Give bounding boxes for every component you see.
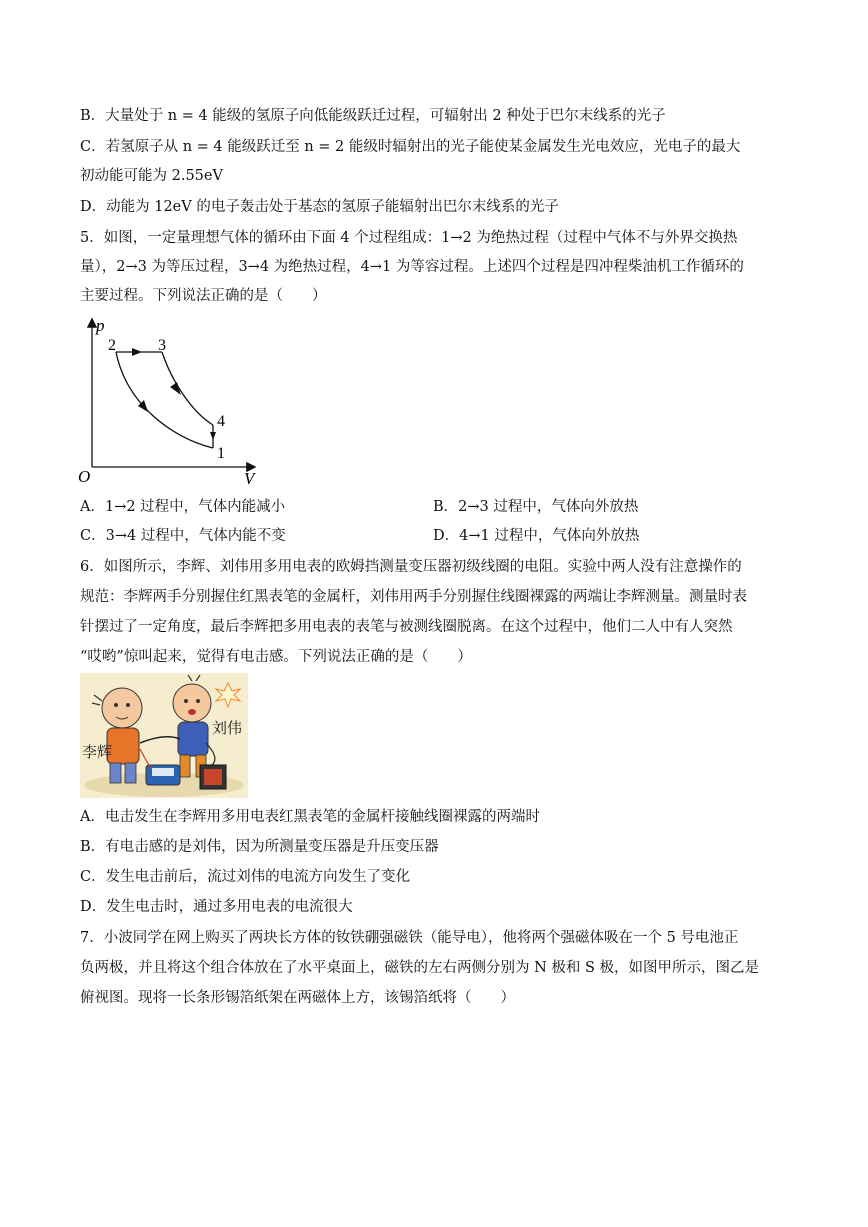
- pv-diagram: [74, 312, 264, 487]
- q5-option-a: A．1→2 过程中，气体内能减小: [80, 499, 286, 515]
- q6-option-d: D．发生电击时，通过多用电表的电流很大: [80, 899, 353, 915]
- origin-label: O: [78, 467, 91, 486]
- point-label-1: 1: [217, 445, 225, 462]
- arrow-2-3: [132, 348, 142, 356]
- q5-stem-line2: 量），2→3 为等压过程，3→4 为绝热过程，4→1 为等容过程。上述四个过程是四冲程柴油机工作循环的: [80, 259, 744, 275]
- q6-option-a: A．电击发生在李辉用多用电表红黑表笔的金属杆接触线圈裸露的两端时: [80, 809, 540, 825]
- q4-option-c-line2: 初动能可能为 2.55eV: [80, 168, 223, 184]
- q4-option-b: B．大量处于 n = 4 能级的氢原子向低能级跃迁过程，可辐射出 2 种处于巴尔末线系的光子: [80, 108, 666, 124]
- point-label-4: 4: [217, 413, 225, 430]
- q4-option-c-line1: C．若氢原子从 n = 4 能级跃迁至 n = 2 能级时辐射出的光子能使某金属发生光电效应，光电子的最大: [80, 139, 741, 155]
- q6-stem-line4: “哎哟”惊叫起来，觉得有电击感。下列说法正确的是（ ）: [80, 649, 472, 665]
- q6-stem-line2: 规范：李辉两手分别握住红黑表笔的金属杆，刘伟用两手分别握住线圈裸露的两端让李辉测量。测量时表: [80, 589, 747, 605]
- process-3-4: [162, 352, 213, 425]
- q4-option-d: D．动能为 12eV 的电子轰击处于基态的氢原子能辐射出巴尔末线系的光子: [80, 199, 559, 215]
- q5-option-c: C．3→4 过程中，气体内能不变: [80, 528, 286, 544]
- q5-option-d: D．4→1 过程中，气体向外放热: [433, 528, 640, 544]
- axis-label-v: V: [244, 469, 255, 487]
- q6-option-b: B．有电击感的是刘伟，因为所测量变压器是升压变压器: [80, 839, 439, 855]
- label-liu-wei: 刘伟: [212, 719, 243, 737]
- q7-stem-line2: 负两极，并且将这个组合体放在了水平桌面上，磁铁的左右两侧分别为 N 极和 S 极，如图甲所示，图乙是: [80, 960, 760, 976]
- q6-stem-line1: 6．如图所示，李辉、刘伟用多用电表的欧姆挡测量变压器初级线圈的电阻。实验中两人没有注意操作的: [80, 559, 742, 575]
- label-li-hui: 李辉: [82, 743, 113, 761]
- cartoon-illustration: [80, 673, 248, 798]
- q6-option-c: C．发生电击前后，流过刘伟的电流方向发生了变化: [80, 869, 411, 885]
- axis-label-p: p: [96, 316, 105, 335]
- arrow-3-4: [169, 381, 183, 395]
- point-label-3: 3: [158, 337, 166, 354]
- point-label-2: 2: [108, 337, 116, 354]
- arrow-4-1: [210, 432, 216, 440]
- process-1-2: [116, 352, 213, 448]
- q5-stem-line3: 主要过程。下列说法正确的是（ ）: [80, 288, 327, 304]
- q6-stem-line3: 针摆过了一定角度，最后李辉把多用电表的表笔与被测线圈脱离。在这个过程中，他们二人中有人突然: [80, 619, 733, 635]
- q5-option-b: B．2→3 过程中，气体向外放热: [433, 499, 639, 515]
- q7-stem-line3: 俯视图。现将一长条形锡箔纸架在两磁体上方，该锡箔纸将（ ）: [80, 990, 515, 1006]
- q5-stem-line1: 5．如图，一定量理想气体的循环由下面 4 个过程组成：1→2 为绝热过程（过程中气体不与外界交换热: [80, 230, 738, 246]
- q7-stem-line1: 7．小波同学在网上购买了两块长方体的钕铁硼强磁铁（能导电），他将两个强磁体吸在一个 5 号电池正: [80, 930, 739, 946]
